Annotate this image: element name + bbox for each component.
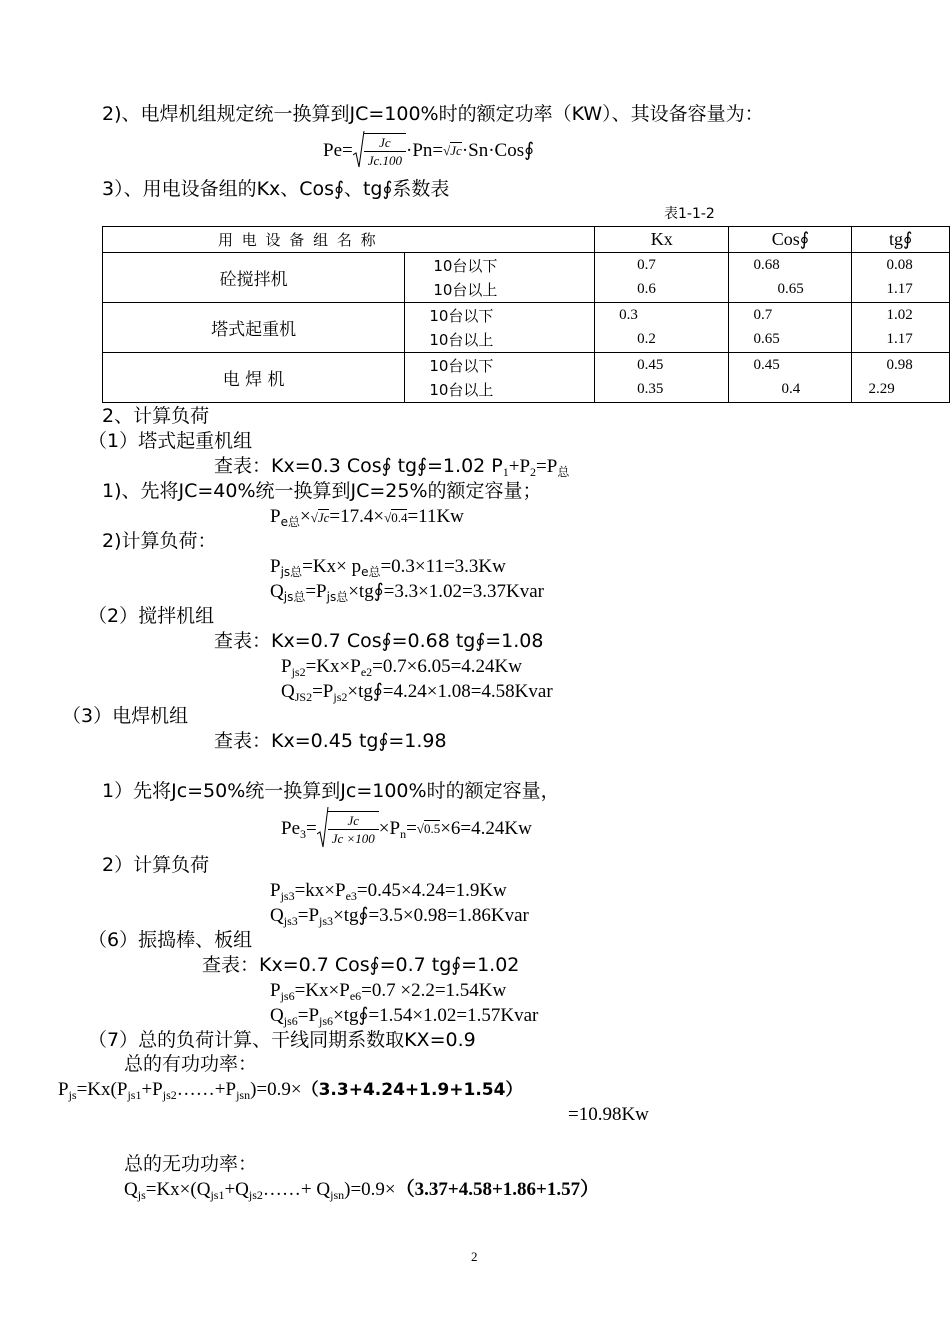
tower-crane-step1: 1)、先将JC=40%统一换算到JC=25%的额定容量； [102,480,542,502]
header-name: 用 电 设 备 组 名 称 [103,227,595,253]
header-cos: Cos∮ [729,227,852,253]
welder-qjs3: $Q_{js3}=P_{js3}\times tg∮=3.5\times 0.98=1.86Kvar$ [270,905,529,928]
tg-value: 2.29 [868,381,895,398]
table-caption: 表1-1-2 [664,206,715,222]
section-calc-load: 2、计算负荷 [102,405,210,427]
sub-label: 10台以下 [429,356,494,375]
active-power-result: =10.98Kw [568,1104,649,1125]
coefficient-table [102,226,950,403]
mixer-pjs2: $P_{js2}=Kx\times P_{e2}=0.7\times 6.05=4.24Kw$ [281,656,522,679]
cos-value: 0.45 [753,356,780,373]
welder-pe3-formula: $Pe_3=$ $\frac{Jc}{Jc \times 100}$ $\times P_n=$ √0.5 ×6=4.24Kw [281,805,532,851]
mixer-lookup: 查表：Kx=0.7 Cos∮=0.68 tg∮=1.08 [214,630,544,652]
tower-crane-pe-formula: $P_{e总}\times√Jc=17.4\times√0.4=11Kw$ [270,506,464,529]
page-number: 2 [471,1249,478,1264]
tower-crane-qjs: $Q_{js总}=P_{js总}\times tg∮=3.3\times 1.02=3.37Kvar$ [270,581,544,604]
tower-crane-pjs: $P_{js总}=Kx\times p_{e总}=0.3\times 11=3.3Kw$ [270,556,506,579]
row-name: 电 焊 机 [103,353,405,403]
section-mixer: （2）搅拌机组 [88,605,215,627]
table-row [103,303,950,353]
cos-value: 0.7 [753,306,773,323]
tg-value: 1.02 [886,306,913,323]
welder-pjs3: $P_{js3}=kx\times P_{e3}=0.45\times 4.24=1.9Kw$ [270,880,507,903]
active-power-formula: $P_{js}=Kx(P_{js1}+P_{js2}\dots\dots+P_{jsn})=0.9\times(3.3+4.24+1.9+1.54)$ [58,1079,523,1102]
table-header-row [103,227,950,253]
section-vibrator: （6）振捣棒、板组 [88,929,253,951]
heading-coefficient-table: 3）、用电设备组的Kx、Cos∮、tg∮系数表 [102,178,450,200]
tg-value: 1.17 [886,331,913,348]
vibrator-pjs6: $P_{js6}=Kx\times P_{e6}=0.7 \times 2.2=1.54Kw$ [270,980,507,1003]
kx-value: 0.3 [619,306,638,323]
kx-value: 0.2 [637,331,656,348]
tower-crane-step2: 2)计算负荷： [102,530,217,552]
vibrator-lookup: 查表：Kx=0.7 Cos∮=0.7 tg∮=1.02 [202,954,520,976]
mixer-qjs2: $Q_{JS2}=P_{js2}\times tg∮=4.24\times 1.08=4.58Kvar$ [281,681,553,704]
heading-welder-conversion: 2)、电焊机组规定统一换算到JC=100%时的额定功率（KW）、其设备容量为： [102,103,764,125]
welder-step2: 2）计算负荷 [102,854,210,876]
kx-value: 0.7 [637,256,656,273]
kx-value: 0.6 [637,281,656,298]
welder-lookup: 查表：Kx=0.45 tg∮=1.98 [214,730,447,752]
reactive-power-label: 总的无功功率： [124,1153,258,1175]
tg-value: 0.98 [886,356,913,373]
section-total: （7）总的负荷计算、干线同期系数取KX=0.9 [88,1029,476,1051]
header-tg: tg∮ [852,227,950,253]
active-power-label: 总的有功功率： [124,1053,258,1075]
vibrator-qjs6: $Q_{js6}=P_{js6}\times tg∮=1.54\times 1.02=1.57Kvar$ [270,1005,539,1028]
table-row [103,253,950,303]
tower-crane-lookup: 查表：Kx=0.3 Cos∮ tg∮=1.02 $P_1+P_2=P_总$ [214,455,570,479]
kx-value: 0.45 [637,356,664,373]
header-kx: Kx [595,227,729,253]
sub-label: 10台以下 [429,306,494,325]
cos-value: 0.65 [753,331,780,348]
sub-label: 10台以下 [433,256,498,275]
sub-label: 10台以上 [429,381,494,400]
row-name: 砼搅拌机 [103,253,405,303]
sub-label: 10台以上 [433,281,498,300]
reactive-power-formula: $Q_{js}=Kx\times(Q_{js1}+Q_{js2}\dots\dots+ Q_{jsn})=0.9\times(3.37+4.58+1.86+1.57)$ [124,1179,600,1202]
cos-value: 0.65 [777,281,804,298]
cos-value: 0.68 [753,256,780,273]
section-tower-crane: （1）塔式起重机组 [88,430,253,452]
cos-value: 0.4 [781,381,801,398]
tg-value: 0.08 [886,256,913,273]
sub-label: 10台以上 [429,331,494,350]
kx-value: 0.35 [637,381,664,398]
row-name: 塔式起重机 [103,303,405,353]
formula-pe: Pe= $\frac{Jc}{Jc.100}$ ·Pn= √Jc ·Sn·Cos∮ [323,130,534,170]
tg-value: 1.17 [886,281,913,298]
welder-step1: 1）先将Jc=50%统一换算到Jc=100%时的额定容量， [102,780,560,802]
table-row [103,353,950,403]
section-welder: （3）电焊机组 [62,705,189,727]
